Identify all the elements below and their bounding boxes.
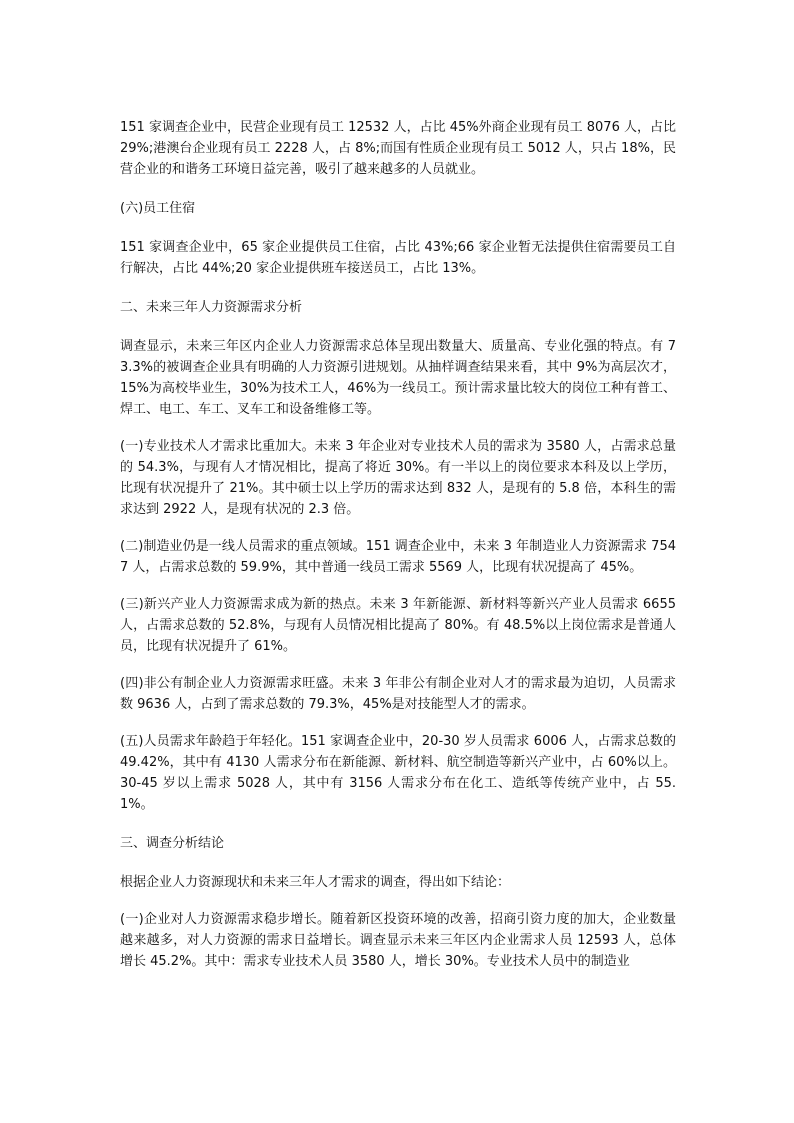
paragraph-age-trend: (五)人员需求年龄趋于年轻化。151 家调查企业中，20-30 岁人员需求 6006 人，占需求总数的 49.42%，其中有 4130 人需求分布在新能源、新材料、航空制造等新兴产业中，占 60%以上。30-45 岁以上需求 5028 人，其中有 3156 人需求分布在化工、造纸等传统产业中，占 55.1%。: [120, 734, 676, 812]
paragraph-demand-overview: 调查显示，未来三年区内企业人力资源需求总体呈现出数量大、质量高、专业化强的特点。有 73.3%的被调查企业具有明确的人力资源引进规划。从抽样调查结果来看，其中 9%为高层次才，15%为高校毕业生，30%为技术工人，46%为一线员工。预计需求量比较大的岗位工种有普工、焊工、电工、车工、叉车工和设备维修工等。: [120, 339, 676, 417]
paragraph-technical-talent: (一)专业技术人才需求比重加大。未来 3 年企业对专业技术人员的需求为 3580 人，占需求总量的 54.3%，与现有人才情况相比，提高了将近 30%。有一半以上的岗位要求本科及以上学历，比现有状况提升了 21%。其中硕士以上学历的需求达到 832 人，是现有的 5.8 倍，本科生的需求达到 2922 人，是现有状况的 2.3 倍。: [120, 439, 676, 517]
paragraph-non-public-sector: (四)非公有制企业人力资源需求旺盛。未来 3 年非公有制企业对人才的需求最为迫切，人员需求数 9636 人，占到了需求总数的 79.3%，45%是对技能型人才的需求。: [120, 676, 676, 712]
paragraph-employee-ownership: 151 家调查企业中，民营企业现有员工 12532 人，占比 45%外商企业现有员工 8076 人，占比 29%;港澳台企业现有员工 2228 人，占 8%;而国有性质企业现有员工 5012 人，只占 18%，民营企业的和谐务工环境日益完善，吸引了越来越多的人员就业。: [120, 120, 676, 177]
document-page: [120, 117, 676, 972]
paragraph-conclusion-intro: 根据企业人力资源现状和未来三年人才需求的调查，得出如下结论：: [120, 875, 511, 890]
heading-staff-housing: (六)员工住宿: [120, 201, 196, 216]
heading-conclusions: 三、调查分析结论: [120, 836, 225, 851]
paragraph-emerging-industries: (三)新兴产业人力资源需求成为新的热点。未来 3 年新能源、新材料等新兴产业人员需求 6655 人，占需求总数的 52.8%，与现有人员情况相比提高了 80%。有 48.5%以上岗位需求是普通人员，比现有状况提升了 61%。: [120, 597, 676, 654]
paragraph-staff-housing: 151 家调查企业中，65 家企业提供员工住宿，占比 43%;66 家企业暂无法提供住宿需要员工自行解决，占比 44%;20 家企业提供班车接送员工，占比 13%。: [120, 240, 676, 276]
paragraph-conclusion-growth: (一)企业对人力资源需求稳步增长。随着新区投资环境的改善，招商引资力度的加大，企业数量越来越多，对人力资源的需求日益增长。调查显示未来三年区内企业需求人员 12593 人，总体增长 45.2%。其中：需求专业技术人员 3580 人，增长 30%。专业技术人员中的制造业: [120, 912, 676, 969]
paragraph-manufacturing: (二)制造业仍是一线人员需求的重点领域。151 调查企业中，未来 3 年制造业人力资源需求 7547 人，占需求总数的 59.9%，其中普通一线员工需求 5569 人，比现有状况提高了 45%。: [120, 539, 676, 575]
heading-demand-analysis: 二、未来三年人力资源需求分析: [120, 300, 303, 315]
